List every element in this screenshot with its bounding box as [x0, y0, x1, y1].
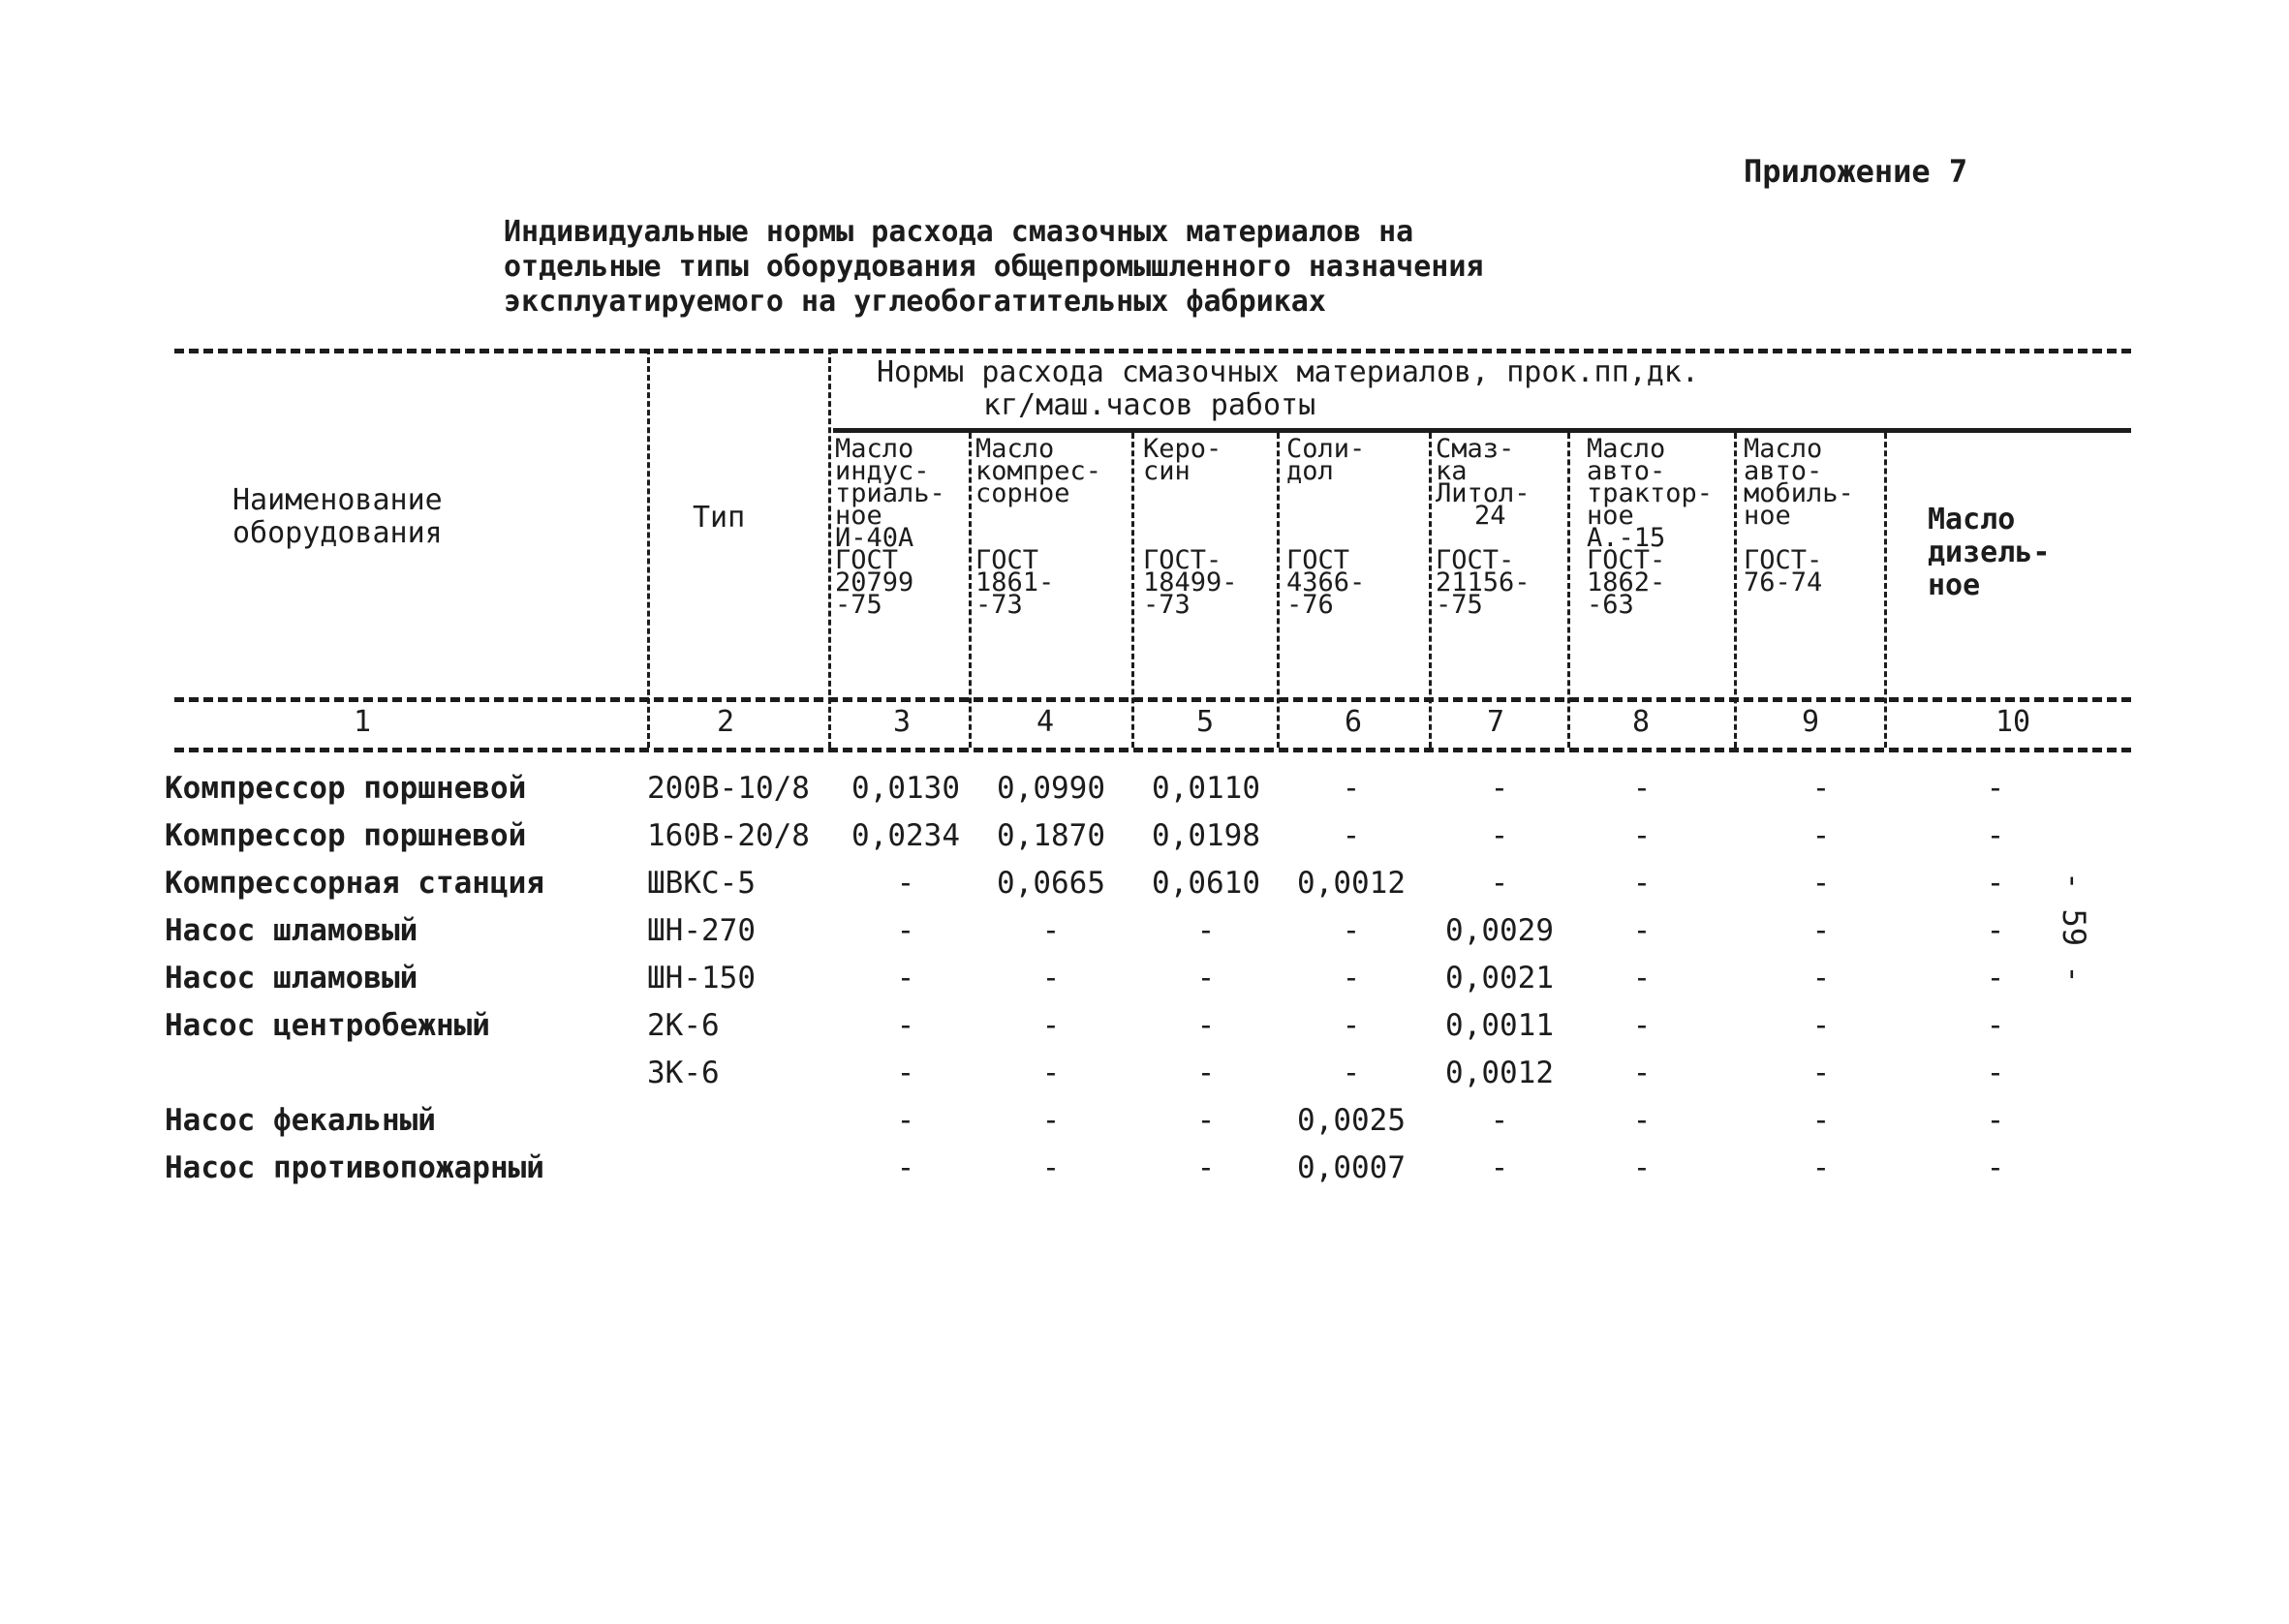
appendix-label: Приложение 7 [1744, 153, 1968, 190]
norm-value: - [1986, 1150, 2005, 1185]
subheader-col8: Масло авто- трактор- ное А.-15 ГОСТ- 1862- -63 [1587, 434, 1714, 620]
equipment-name: Насос противопожарный [165, 1150, 544, 1185]
table-row [0, 1097, 2289, 1144]
group-underline [833, 428, 2131, 433]
norm-value: - [1986, 866, 2005, 901]
table-row [0, 1145, 2289, 1191]
subheader-col3: Масло индус- триаль- ное И-40А ГОСТ 20799 -75 [835, 434, 945, 620]
norm-value: - [1490, 1103, 1509, 1138]
norm-value: - [1342, 1056, 1361, 1090]
equipment-type: 200В-10/8 [647, 771, 810, 806]
column-number: 6 [1345, 705, 1363, 739]
equipment-type: 3К-6 [647, 1056, 720, 1090]
norm-value: - [1196, 1008, 1216, 1043]
column-number: 5 [1196, 705, 1215, 739]
column-separator [1429, 433, 1432, 748]
norm-value: - [1041, 913, 1061, 948]
equipment-type: ШН-150 [647, 961, 756, 996]
norm-value: 0,0012 [1445, 1056, 1554, 1090]
title-line: Индивидуальные нормы расхода смазочных материалов на [504, 215, 1414, 249]
equipment-name: Насос шламовый [165, 961, 418, 996]
norm-value: - [1490, 866, 1509, 901]
norm-value: - [1632, 961, 1652, 996]
norm-value: 0,0011 [1445, 1008, 1554, 1043]
norm-value: - [1342, 1008, 1361, 1043]
column-separator [647, 349, 650, 748]
document-title [504, 215, 1483, 320]
table-row [0, 1002, 2289, 1049]
norm-value: 0,0610 [1152, 866, 1260, 901]
norm-value: - [1986, 1008, 2005, 1043]
subheader-col5: Керо- син ГОСТ- 18499- -73 [1143, 434, 1238, 620]
norm-value: 0,0234 [851, 818, 960, 853]
norm-value: - [1632, 1056, 1652, 1090]
norm-value: - [1986, 1056, 2005, 1090]
column-separator [1884, 433, 1887, 748]
norm-value: - [1986, 771, 2005, 806]
norm-value: - [1811, 1056, 1831, 1090]
column-number: 2 [717, 705, 735, 739]
header-bottom-rule [174, 697, 2131, 702]
table-top-rule [174, 349, 2131, 353]
column-number: 10 [1995, 705, 2031, 739]
subheader-col10: Масло дизель- ное [1928, 503, 2051, 602]
norm-value: 0,0665 [997, 866, 1105, 901]
norm-value: 0,0025 [1297, 1103, 1406, 1138]
column-separator [969, 433, 972, 748]
norm-value: - [1490, 818, 1509, 853]
equipment-name: Компрессор поршневой [165, 818, 527, 853]
table-row [0, 860, 2289, 906]
norm-value: - [1986, 1103, 2005, 1138]
norm-value: 0,0021 [1445, 961, 1554, 996]
norm-value: - [1986, 818, 2005, 853]
norm-value: - [1196, 913, 1216, 948]
norm-value: 0,0110 [1152, 771, 1260, 806]
norm-value: - [1986, 913, 2005, 948]
equipment-name: Насос центробежный [165, 1008, 490, 1043]
norm-value: - [896, 1150, 915, 1185]
subheader-col6: Соли- дол ГОСТ 4366- -76 [1286, 434, 1366, 620]
norm-value: - [1986, 961, 2005, 996]
table-row [0, 907, 2289, 954]
norm-value: 0,0012 [1297, 866, 1406, 901]
norm-value: - [896, 1103, 915, 1138]
norm-value: - [1196, 1150, 1216, 1185]
column-separator [1277, 433, 1280, 748]
norm-value: 0,0130 [851, 771, 960, 806]
title-line: эксплуатируемого на углеобогатительных фабриках [504, 285, 1326, 319]
norm-value: - [1342, 961, 1361, 996]
norm-value: 0,0990 [997, 771, 1105, 806]
norm-value: - [1811, 961, 1831, 996]
norm-value: - [1041, 961, 1061, 996]
subheader-col9: Масло авто- мобиль- ное ГОСТ- 76-74 [1744, 434, 1854, 598]
norm-value: - [1196, 961, 1216, 996]
norm-value: - [1811, 771, 1831, 806]
equipment-name: Компрессорная станция [165, 866, 544, 901]
norm-value: - [896, 913, 915, 948]
norm-value: - [896, 1008, 915, 1043]
norm-value: - [1342, 771, 1361, 806]
norm-value: - [896, 961, 915, 996]
norm-value: - [1196, 1103, 1216, 1138]
table-row [0, 765, 2289, 812]
norm-value: - [1196, 1056, 1216, 1090]
table-row [0, 955, 2289, 1001]
norm-value: - [1632, 1150, 1652, 1185]
norm-value: - [1490, 1150, 1509, 1185]
norm-value: - [1490, 771, 1509, 806]
subheader-col4: Масло компрес- сорное ГОСТ 1861- -73 [975, 434, 1102, 620]
subheader-col7: Смаз- ка Литол- 24 ГОСТ- 21156- -75 [1436, 434, 1531, 620]
norm-value: - [1811, 818, 1831, 853]
table-row [0, 812, 2289, 859]
norm-value: - [1811, 866, 1831, 901]
norm-value: - [1632, 818, 1652, 853]
norm-value: - [1632, 913, 1652, 948]
column-number: 1 [354, 705, 372, 739]
column-separator [828, 349, 831, 748]
numbers-bottom-rule [174, 748, 2131, 752]
column-separator [1567, 433, 1570, 748]
column-number: 8 [1632, 705, 1651, 739]
column-number: 3 [893, 705, 912, 739]
header-type-col: Тип [693, 501, 746, 535]
norm-value: - [1041, 1103, 1061, 1138]
table-row [0, 1050, 2289, 1096]
norm-value: - [1811, 1150, 1831, 1185]
norm-value: - [1632, 771, 1652, 806]
norm-value: - [1041, 1056, 1061, 1090]
column-number: 7 [1487, 705, 1505, 739]
norm-value: 0,1870 [997, 818, 1105, 853]
norm-value: - [1632, 866, 1652, 901]
equipment-type: ШН-270 [647, 913, 756, 948]
title-line: отдельные типы оборудования общепромышленного назначения [504, 250, 1484, 284]
equipment-name: Компрессор поршневой [165, 771, 527, 806]
column-number: 4 [1036, 705, 1055, 739]
norm-value: - [1811, 1008, 1831, 1043]
column-number: 9 [1802, 705, 1820, 739]
norm-value: 0,0198 [1152, 818, 1260, 853]
equipment-type: ШВКС-5 [647, 866, 756, 901]
norm-value: - [1041, 1008, 1061, 1043]
norm-value: 0,0029 [1445, 913, 1554, 948]
equipment-type: 160В-20/8 [647, 818, 810, 853]
column-separator [1131, 433, 1134, 748]
norm-value: - [1632, 1103, 1652, 1138]
norm-value: - [1342, 818, 1361, 853]
norm-value: - [1632, 1008, 1652, 1043]
header-name-col: Наименование оборудования [232, 483, 443, 550]
norm-value: - [1041, 1150, 1061, 1185]
norm-value: - [1811, 1103, 1831, 1138]
page-number: - 59 - [2056, 872, 2092, 984]
norm-value: - [896, 866, 915, 901]
column-separator [1734, 433, 1737, 748]
equipment-type: 2К-6 [647, 1008, 720, 1043]
norm-value: 0,0007 [1297, 1150, 1406, 1185]
equipment-name: Насос шламовый [165, 913, 418, 948]
equipment-name: Насос фекальный [165, 1103, 436, 1138]
header-group-title: Нормы расхода смазочных материалов, прок.пп,дк. кг/маш.часов работы [877, 355, 1699, 422]
norm-value: - [1342, 913, 1361, 948]
norm-value: - [896, 1056, 915, 1090]
norm-value: - [1811, 913, 1831, 948]
